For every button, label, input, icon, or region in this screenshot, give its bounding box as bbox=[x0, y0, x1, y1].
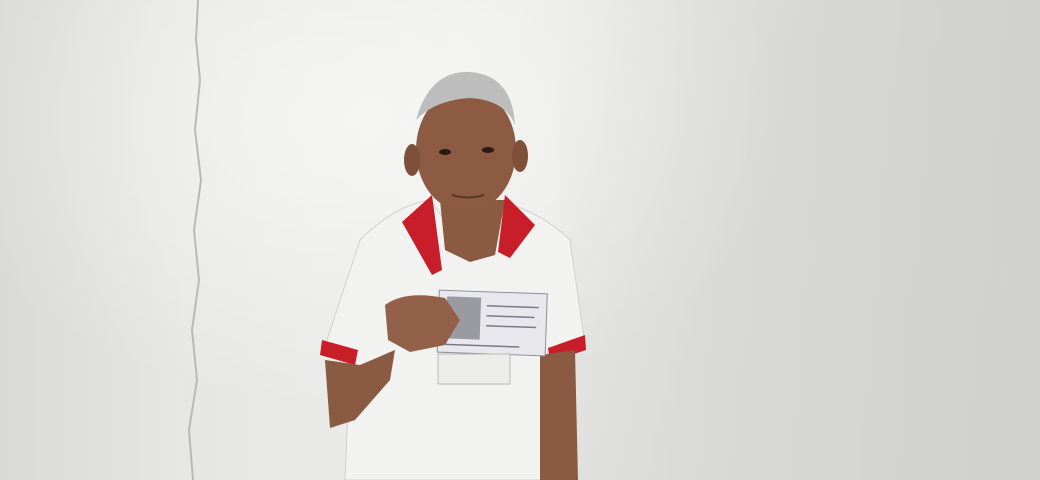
left-ear bbox=[404, 144, 420, 176]
right-eye bbox=[482, 147, 494, 153]
right-ear bbox=[512, 140, 528, 172]
left-eye bbox=[439, 149, 451, 155]
left-arm bbox=[540, 350, 578, 480]
wall-crack bbox=[189, 0, 201, 480]
card-back bbox=[438, 354, 510, 384]
